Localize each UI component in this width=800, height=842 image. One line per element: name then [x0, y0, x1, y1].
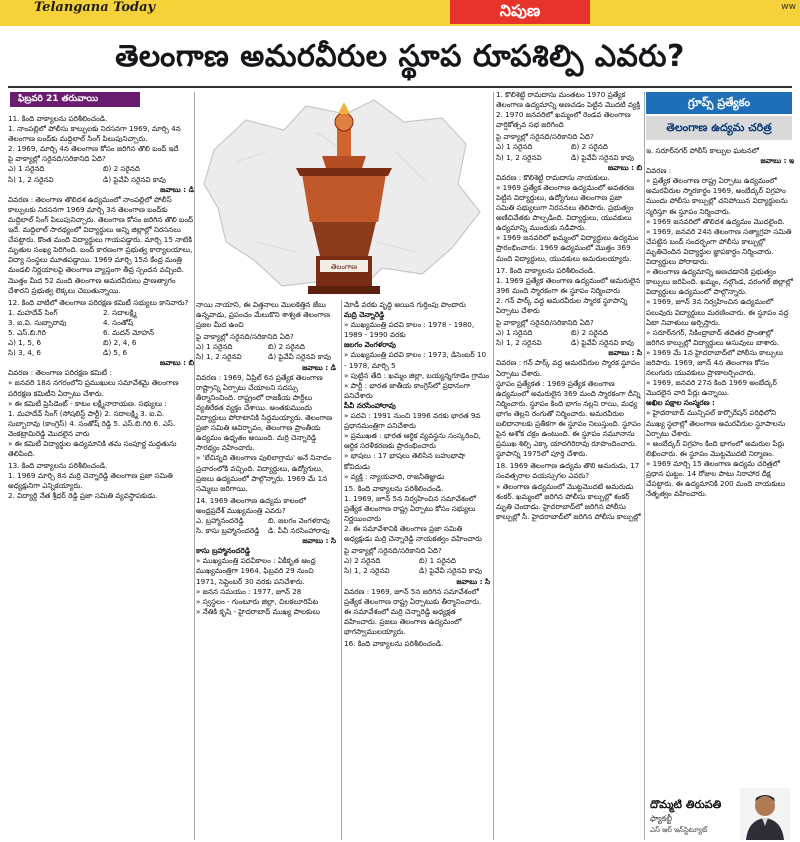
answer-line: జవాబు : సి	[608, 348, 642, 358]
question-line: పై వాక్యాల్లో సరైనది/సరికానిది ఏది?	[344, 546, 442, 556]
text-line: » 1969, జనవరి 27న కింది 1969 అంబేద్కర్ మొదలైన వారి పేర్లు ఉన్నాయి.	[646, 378, 777, 398]
text-line: పై వాక్యాల్లో సరైనది/సరికానిది ఏది?	[8, 154, 106, 164]
text-line: వివరణ : తెలంగాణ పరిరక్షణ కమిటీ :	[8, 368, 112, 378]
option-row	[8, 175, 194, 185]
text-line: » పదవి : 1991 నుంచి 1996 వరకు భారత 9వ ప్రధానమంత్రిగా పనిచేశారు	[344, 411, 481, 431]
option-text: 6. మదన్ మోహన్	[103, 327, 155, 337]
text-line: » వ్యక్తి : న్యాయవాది, రాజనీతిజ్ఞుడు	[344, 471, 445, 481]
text-line: కాసు బ్రహ్మానందరెడ్డి	[196, 546, 251, 556]
pillar-mid	[312, 222, 376, 256]
memorial-illustration	[196, 92, 492, 298]
text-line: » 1969, జనవరి 24న తెలంగాణ సత్యాగ్రహ సమితి చేపట్టిన బంద్ సందర్భంగా పోలీసు కాల్పుల్లో మృతిచెందిన విద్యార్థుల జ్ఞాపకార్థం నిర్మించారు. విద్యార్థులు పోరాడారు.	[646, 226, 792, 267]
text-line: 2. విద్యార్థి నేత శ్రీధర్ రెడ్డి ప్రజా సమితి వ్యవస్థాపకుడు.	[8, 491, 158, 501]
option-text: డి) 5, 6	[103, 348, 128, 358]
text-line: » ప్రముఖత : భారత ఆర్థిక వ్యవస్థను సంస్కరించి, ఆర్థిక సరళీకరణకు ప్రారంభించారు	[344, 431, 481, 451]
pillar-upper	[302, 174, 386, 222]
option-text: బి) 1 సరైనది	[419, 556, 456, 566]
pillar-tower	[337, 128, 351, 156]
option-row	[8, 308, 194, 318]
author-name: దొమ్మటి తిరుపతి	[650, 798, 722, 811]
text-line: 2. ఈ సమావేశానికి తెలంగాణ ప్రజా సమితి అధ్యక్షుడు మర్రి చెన్నారెడ్డి నాయకత్వం వహించారు	[344, 524, 482, 544]
question-line: 17. కింది వాక్యాలను పరిశీలించండి.	[496, 265, 596, 275]
text-line: » తెలంగాణ ఉద్యమాన్ని అణచడానికి ప్రభుత్వం కాల్పులు జరిపింది. ఖమ్మం, నల్గొండ, వరంగల్ జిల్లాల్లో విద్యార్థులు ఉద్యమంలో పాల్గొన్నారు.	[646, 267, 793, 297]
text-line: » ఈ కమిటీ ప్రెసిడెంట్ - కాటం లక్ష్మీనారాయణ. సభ్యులు :	[8, 398, 167, 408]
pillar-cap-band	[296, 168, 392, 176]
text-line: వివరణ : కొలిశెట్టి రామదాసు నాయకులు.	[496, 172, 610, 182]
brand-name: Telangana Today	[34, 0, 156, 15]
option-text: సి) 3, 4, 6	[8, 348, 41, 358]
text-line: » 1969, జూన్ 3న నిర్వహించిన ఉద్యమంలో పలువురు విద్యార్థులు మరణించారు. ఈ స్థూపం వద్ద ఏటా నివాళులు అర్పిస్తారు.	[646, 297, 789, 327]
text-line: » జనన సమయం : 1977, జూన్ 28	[196, 586, 302, 596]
option-row	[196, 516, 336, 526]
option-text: సి) 1, 2 సరైనవి	[496, 338, 542, 348]
option-row	[496, 328, 642, 338]
author-box	[646, 788, 792, 840]
option-row	[196, 352, 336, 362]
text-line: ఇ. సరూర్‌నగర్ పోలీస్ కాల్పుల ఘటనలో	[646, 146, 759, 155]
question-line: 18. 1969 తెలంగాణ ఉద్యమ తొలి అమరుడు, 17 సంవత్సరాల వయస్సుగల ఎవరు?	[496, 461, 640, 481]
text-line: వివరణ : గన్ పార్క్ వద్ద అమరవీరుల స్మారక స్థూపం ఏర్పాటు చేశారు.	[496, 358, 640, 378]
pillar-crown	[322, 156, 366, 168]
text-line: » నేతికి కృషి - హైదరాబాద్ ముఖ్య పాలకులు	[196, 606, 320, 616]
text-line: వివరణ : 1969, ఏప్రిల్ 6న ప్రత్యేక తెలంగాణ రాష్ట్రాన్ని ఏర్పాటు చేయాలని సదస్సు తీర్మానించింది. రాష్ట్రంలో రాజకీయ పార్టీలు వ్యతిరేకత వ్యక్తం చేశాయి. అంతకుముందు విద్యార్థులు పోరాటానికి సిద్ధమయ్యారు. తెలంగాణ ప్రజా సమితి ఆవిర్భావం, తెలంగాణ ప్రాంతీయ ఉద్యమం ఉధృతం అయింది. మర్రి చెన్నారెడ్డి సారథ్యం వహించారు.	[196, 372, 333, 453]
option-text: 3. ఐ.వి. సుబ్బారావు	[8, 317, 67, 327]
middle-right-column	[344, 300, 490, 840]
option-text: 4. సంతోష్	[103, 317, 133, 327]
text-line: 1. 1969, జూన్ 5న నిర్వహించిన సమావేశంలో ప్రత్యేక తెలంగాణ రాష్ట్ర ఏర్పాటు కోసం సభ్యులు నిర్ణయించారు	[344, 493, 476, 523]
corner-text: ww	[781, 2, 796, 12]
option-row	[196, 526, 336, 536]
text-line: » ప్రత్యేక తెలంగాణ రాష్ట్ర ఏర్పాటు ఉద్యమంలో అమరవీరుల స్మారకార్థం 1969, అంబేద్కర్ విగ్రహం ముందు పోలీసు కాల్పుల్లో చనిపోయిన విద్యార్థులను స్మరిస్తూ ఈ స్థూపం నిర్మించారు.	[646, 176, 788, 216]
text-line: » 1969 జనవరిలో ఖమ్మంలో విద్యార్థులు ఉద్యమం ప్రారంభించారు. 1969 ఉద్యమంలో మొత్తం 369 మంది విద్యార్థులు, యువకులు అమరులయ్యారు.	[496, 233, 639, 263]
text-line: » 1969 మే 1న హైదరాబాద్‌లో పోలీసు కాల్పులు జరిపారు. 1969, జూన్ 4న తెలంగాణ కోసం నలుగురు యువకులు ప్రాణాలర్పించారు.	[646, 347, 784, 378]
text-line: » ఈ కమిటీ విద్యార్థుల ఉద్యమానికి తమ సంపూర్ణ మద్దతును తెలిపింది.	[8, 439, 177, 459]
text-line: స్థూపం ప్రత్యేకత : 1969 ప్రత్యేక తెలంగాణ ఉద్యమంలో అమరులైన 369 మంది స్మారకంగా దీన్ని నిర్మించారు. స్థూపం కింది భాగం నల్లని రాయి, మధ్య భాగం తెల్లని రంగుతో నిర్మించారు. అమరవీరుల బలిదానాలకు ప్రతీకగా ఈ స్థూపం నిలుస్తుంది. స్థూపం పైన అశోక చక్రం ఉంటుంది. ఈ స్థూపం నమూనాను ప్రముఖ శిల్పి ఎక్కా యాదగిరిరావు రూపొందించారు. స్థూపాన్ని 1975లో పూర్తి చేశారు.	[496, 378, 641, 459]
option-text: ఎ) 1, 5, 6	[8, 338, 42, 348]
option-text: బి) 2 సరైనది	[268, 342, 305, 352]
third-column	[496, 90, 642, 840]
text-line: » 'లేచిన్నది తెలంగాణ పులిలాగ్రామ' అనే నినాదం ప్రచారంలోకి వచ్చింది. విద్యార్థులు, ఉద్యోగులు, ప్రజలు ఉద్యమంలో పాల్గొన్నారు. 1969 మే 1న సమ్మెలు జరిగాయి.	[196, 453, 332, 493]
option-text: బి) 2, 4, 6	[103, 338, 137, 348]
right-column	[646, 146, 794, 786]
question-line: 14. 1969 తెలంగాణ ఉద్యమ కాలంలో అంధ్రప్రదేశ్ ముఖ్యమంత్రి ఎవరు?	[196, 495, 306, 515]
subject-tag: తెలంగాణ ఉద్యమ చరిత్ర	[646, 116, 792, 140]
text-line: » భాషలు : 17 భాషలు తెలిసిన బహుభాషా కోవిదుడు	[344, 451, 466, 471]
text-line: » హైదరాబాద్ మున్సిపల్ కార్పొరేషన్ పరిధిలోని ముఖ్య స్థలాల్లో తెలంగాణ అమరవీరుల స్థూపాలను ఏర్పాటు చేశారు.	[646, 408, 786, 438]
option-text: సి. కాసు బ్రహ్మానందరెడ్డి	[196, 526, 260, 536]
column-divider	[194, 92, 195, 840]
text-line: 1. కొలిశెట్టి రామదాసు మంతటం 1970 ప్రత్యేక తెలంగాణ ఉద్యమాన్ని అణచడం పెట్టిన మొదటి వ్యక్తి	[496, 90, 641, 110]
text-line: » పార్టీ : భారత జాతీయ కాంగ్రెస్‌లో ప్రధానంగా పనిచేశారు	[344, 380, 471, 400]
option-text: సి) 1, 2 సరైనవి	[8, 174, 54, 184]
pillar-chakra	[335, 113, 353, 131]
option-row	[496, 153, 642, 163]
option-text: 5. ఎస్.బి.గిరి	[8, 327, 46, 337]
text-line: జలగం వెంగళరావు	[344, 340, 396, 350]
option-text: డి) పైవేవీ సరైనవి కావు	[268, 352, 331, 362]
option-text: ఎ) 1 సరైనది	[496, 142, 533, 152]
question-line: 11. కింది వాక్యాలను పరిశీలించండి.	[8, 114, 108, 123]
answer-line: జవాబు : బి	[159, 358, 194, 368]
option-text: సి) 1, 2 సరైనవి	[344, 566, 390, 576]
text-line: నాయి నాయాని, ఈ విత్తనాలు మొలకెత్తిన జేబు ఉన్నవాడు, ప్రపంచం మేలుకొని శాశ్వత తెలంగాణ ప్రజల మీద ఉంచి	[196, 300, 331, 330]
text-line: 1. 1969 మార్చి 8న మర్రి చెన్నారెడ్డి తెలంగాణ ప్రజా సమితి అధ్యక్షునిగా ఎన్నికయ్యారు.	[8, 471, 173, 491]
question-line: పై వాక్యాల్లో సరైనది/సరికానిది ఏది?	[496, 132, 594, 142]
text-line: 1. 1969 ప్రత్యేక తెలంగాణ ఉద్యమంలో అమరులైన 396 మంది స్మారకంగా ఈ స్థూపం నిర్మించారు	[496, 275, 641, 295]
text-line: మద్రి చెన్నారెడ్డి	[344, 310, 385, 320]
left-column	[8, 112, 194, 840]
option-text: బి) 2 సరైనది	[103, 164, 140, 174]
option-text: ఎ) 1 సరైనది	[196, 342, 233, 352]
text-line: పీవీ నరసింహారావు	[344, 400, 396, 410]
section-label: నిపుణ	[450, 0, 590, 24]
option-text: ఎ) 1 సరైనది	[8, 164, 45, 174]
answer-line: జవాబు : ఇ	[760, 156, 794, 166]
question-line: 15. కింది వాక్యాలను పరిశీలించండి.	[344, 483, 444, 493]
text-line: 2. 1970 జనవరిలో ఖమ్మంలో రెండవ తెలంగాణ వార్షికోత్సవ సభ జరిగింది	[496, 110, 631, 130]
answer-line: జవాబు : డి	[302, 362, 336, 372]
answer-line: జవాబు : సి	[302, 536, 336, 546]
text-line: » 1969 జనవరిలో తొలిదశ ఉద్యమం మొదలైంది.	[646, 216, 785, 226]
text-line: 1. నాంపల్లిలో పోలీసు కాల్పులకు నిరసనగా 1969, మార్చి 4న తెలంగాణ బంద్‌కు మద్దిలాల్ సింగ్ పిలుపునిచ్చారు.	[8, 124, 181, 144]
option-text: డి. పీవీ నరసింహారావు	[268, 526, 330, 536]
column-divider	[341, 300, 342, 840]
groups-special-tag: గ్రూప్స్ ప్రత్యేకం	[646, 92, 792, 114]
text-line: వివరణ :	[646, 166, 672, 176]
option-row	[8, 348, 194, 358]
text-line: » ముఖ్యమంత్రి పదవి కాలం : 1973, డిసెంబర్ 10 - 1978, మార్చి 5	[344, 350, 487, 370]
option-text: డి) పైవేవీ సరైనవి కావు	[419, 566, 482, 576]
option-text: ఎ) 2 సరైనది	[344, 556, 381, 566]
text-line: మోడీ వరకు వృద్ధి అయిన గుర్తింపు పొందారు	[344, 300, 466, 309]
answer-line: జవాబు : డి	[160, 184, 194, 194]
author-avatar	[740, 788, 790, 840]
question-line: 16. కింది వాక్యాలను పరిశీలించండి.	[344, 639, 444, 649]
option-text: డి) పైవేవీ సరైనవి కావు	[571, 338, 634, 348]
question-line: 13. కింది వాక్యాలను పరిశీలించండి.	[8, 461, 108, 471]
option-text: ఎ) 1 సరైనది	[496, 328, 533, 338]
answer-line: జవాబు : సి	[456, 576, 490, 586]
page-headline: తెలంగాణ అమరవీరుల స్థూప రూపశిల్పి ఎవరు?	[115, 39, 685, 74]
text-line: 1. మహదేవ్ సింగ్ (సోషలిస్ట్ పార్టీ) 2. సదాలక్ష్మి 3. ఐ.వి. సుబ్బారావు (కాంగ్రెస్) 4. సంతోష్ రెడ్డి 5. ఎస్.బి.గిరి 6. ఎస్. వెంకట్రామిరెడ్డి మొదలైన వారు	[8, 408, 176, 438]
plaque-text: తెలంగాణ	[330, 263, 358, 271]
option-text: డి) పైవేవీ సరైనవి కావు	[103, 174, 166, 184]
question-line: పై వాక్యాల్లో సరైనది/సరికానిది ఏది?	[496, 318, 594, 328]
author-role: ఫ్యాకల్టీ	[650, 814, 672, 823]
option-text: ఎ. బ్రహ్మానందరెడ్డి	[196, 515, 244, 525]
text-line: » తెలంగాణ ఉద్యమంలో మొట్టమొదటి అమరుడు శంకర్. ఖమ్మంలో జరిగిన పోలీసు కాల్పుల్లో శంకర్ మృతి చెందాడు. హైదరాబాద్‌లో జరిగిన పోలీసు కాల్పుల్లో సీ. హైదరాబాద్‌లో జరిగిన పోలీసు కాల్పుల్లో	[496, 481, 641, 521]
text-line: » ముఖ్యమంత్రి పదవి కాలం : 1978 - 1980, 1989 - 1990 వరకు	[344, 320, 475, 340]
option-row	[196, 342, 336, 352]
text-line: » జనవరి 18న నగరంలోని ప్రముఖులు సమావేశమై తెలంగాణ పరిరక్షణ కమిటీని ఏర్పాటు చేశారు.	[8, 378, 179, 398]
middle-left-column	[196, 300, 336, 840]
option-text: బి) 2 సరైనది	[571, 142, 608, 152]
option-text: 1. మహదేవ్ సింగ్	[8, 307, 58, 317]
text-line: 2. 1969, మార్చి 4న తెలంగాణ కోసం జరిగిన తొలి బంద్ ఇదే	[8, 144, 179, 154]
text-line: » 1969 ప్రత్యేక తెలంగాణ ఉద్యమంలో అవతరణ పెట్టిన విద్యార్థులు, ఉద్యోగులు తెలంగాణ ప్రజా సమితి సభ్యులుగా నిరసనలు తెలిపారు. ప్రభుత్వం అణిచివేతకు పాల్పడింది. విద్యార్థులు, యువకులు ఉద్యమాన్ని ముందుకు నడిపారు.	[496, 182, 635, 233]
column-divider	[493, 92, 494, 840]
answer-line: జవాబు : బి	[607, 162, 642, 172]
text-line: » సరూర్‌నగర్, సికింద్రాబాద్ తదితర ప్రాంతాల్లో జరిగిన కాల్పుల్లో విద్యార్థులు అసువులు బాశారు.	[646, 327, 780, 347]
pillar-plinth	[308, 286, 380, 294]
option-row	[496, 142, 642, 152]
option-row	[344, 556, 490, 566]
text-line: » స్వస్థలం - గుంటూరు జిల్లా, చిలకలూరిపేట	[196, 596, 319, 606]
question-line: 12. కింది వాటిలో తెలంగాణ పరిరక్షణ కమిటీ సభ్యులు కానివారు?	[8, 297, 189, 307]
text-line: వివరణ : తెలంగాణ తొలిదశ ఉద్యమంలో నాంపల్లిలో పోలీస్ కాల్పులకు నిరసనగా 1969 మార్చి 3న తెలంగాణ బంద్‌కు మద్దిలాల్ సింగ్ పిలుపునిచ్చారు. తెలంగాణ కోసం జరిగిన తొలి బంద్ ఇదే. మద్దిలాల్ సారథ్యంలో విద్యార్థులు అన్ని జిల్లాల్లో నిరసనలు చేపట్టారు. కొంత మంది విద్యార్థులు గాయపడ్డారు. మార్చి 15 నాటికి మృతుల సంఖ్య పెరిగింది. బంద్ కారణంగా ప్రభుత్వ కార్యాలయాలు, విద్యా సంస్థలు మూతపడ్డాయి. 1969 మార్చి 15న కేంద్ర మంత్రి మండలి నిర్ణయాలపై తెలంగాణ వ్యాప్తంగా తీవ్ర స్పందన వచ్చింది. మొత్తం మీద 52 మంది తెలంగాణ అమరవీరులు ప్రాణత్యాగం చేశారని ప్రభుత్వ లెక్కలు చెబుతున్నాయి.	[8, 194, 194, 295]
option-text: సి) 1, 2 సరైనవి	[496, 152, 542, 162]
date-tag: ఫిబ్రవరి 21 తరువాయి	[10, 92, 140, 107]
headline-rule	[8, 86, 792, 88]
option-text: 2. సదాలక్ష్మి	[103, 307, 137, 317]
text-line: » అంబేద్కర్ విగ్రహం కింది భాగంలో అమరుల పేర్లు లిఖించారు. ఈ స్థూపం మొట్టమొదటి నిర్మాణం.	[646, 438, 785, 458]
text-line: 2. గన్ పార్క్ వద్ద అమరవీరుల స్మారక స్థూపాన్ని ఏర్పాటు చేశారు	[496, 295, 628, 315]
option-text: డి) పైవేవీ సరైనవి కావు	[571, 152, 634, 162]
author-org: ఎస్ ఆర్ ఇన్‌స్టిట్యూట్	[650, 826, 708, 834]
column-divider	[644, 92, 645, 840]
text-line: వివరణ : 1969, జూన్ 5న జరిగిన సమావేశంలో ప్రత్యేక తెలంగాణ రాష్ట్ర ఏర్పాటుకు తీర్మానించారు. ఈ సమావేశంలో మర్రి చెన్నారెడ్డి అధ్యక్షత వహించారు. ప్రజలు తెలంగాణ ఉద్యమంలో భాగస్వాములయ్యారు.	[344, 586, 482, 636]
text-line: » ముఖ్యమంత్రి పదవీకాలం : ఏకీకృత ఆంధ్ర ముఖ్యమంత్రిగా 1964, ఫిబ్రవరి 29 నుంచి 1971, సెప్టెంబర్ 30 వరకు పనిచేశారు.	[196, 556, 316, 586]
option-row	[8, 338, 194, 348]
text-line: అఖిల పక్షాల సంస్మరణ :	[646, 398, 715, 408]
question-line: పై వాక్యాల్లో సరైనది/సరికానిది ఏది?	[196, 332, 294, 342]
text-line: » పుట్టిన తేది : ఖమ్మం జిల్లా, బయ్యన్నగూడెం గ్రామం	[344, 370, 490, 380]
option-row	[8, 328, 194, 338]
option-row	[8, 164, 194, 174]
option-text: సి) 1, 2 సరైనవి	[196, 352, 242, 362]
option-text: బి) 2 సరైనది	[571, 328, 608, 338]
option-text: బి. జలగం వెంగళరావు	[268, 515, 330, 525]
top-banner	[0, 0, 800, 26]
text-line: » 1969 మార్చి 15 తెలంగాణ ఉద్యమ చరిత్రలో ప్రధాన ఘట్టం. 14 రోజుల పాటు నిరాహార దీక్ష చేపట్టారు. ఈ ఉద్యమానికి 200 మంది నాయకులు నేతృత్వం వహించారు.	[646, 458, 786, 499]
option-row	[8, 318, 194, 328]
option-row	[496, 338, 642, 348]
option-row	[344, 566, 490, 576]
